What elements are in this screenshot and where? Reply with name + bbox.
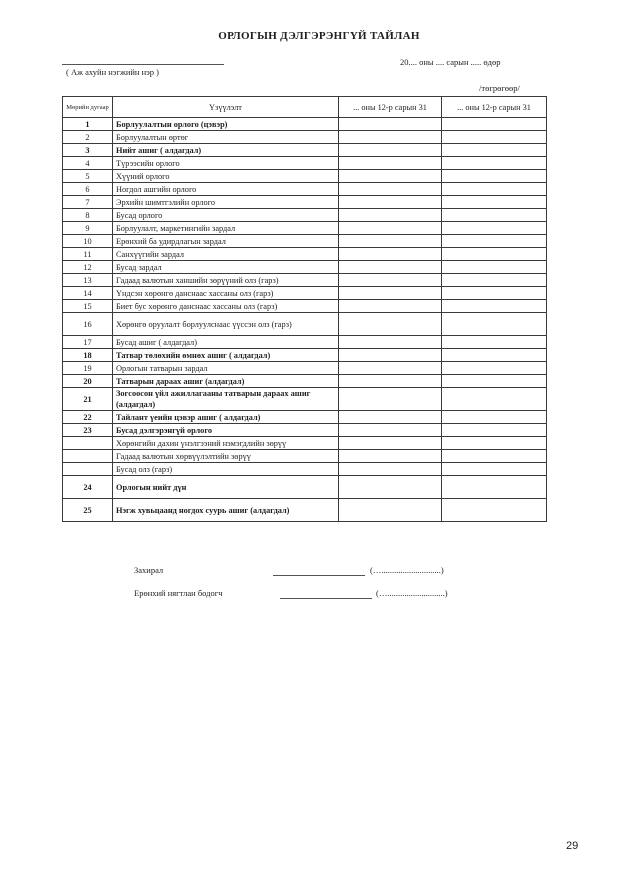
header-indicator: Үзүүлэлт <box>113 97 339 118</box>
value-cell-period-2[interactable] <box>442 349 547 362</box>
row-indicator: Ногдол ашгийн орлого <box>113 183 339 196</box>
table-row <box>63 183 547 196</box>
report-title: ОРЛОГЫН ДЭЛГЭРЭНГҮЙ ТАЙЛАН <box>218 30 420 42</box>
value-cell-period-2[interactable] <box>442 196 547 209</box>
table-row <box>63 300 547 313</box>
table-row <box>63 287 547 300</box>
table-row <box>63 248 547 261</box>
value-cell-period-2[interactable] <box>442 450 547 463</box>
row-number: 14 <box>63 287 113 300</box>
header-period-2: ... оны 12-р сарын 31 <box>442 97 547 118</box>
value-cell-period-1[interactable] <box>339 170 442 183</box>
row-indicator: Гадаад валютын ханшийн зөрүүний олз (гарз) <box>113 274 339 287</box>
row-number: 16 <box>63 313 113 336</box>
value-cell-period-1[interactable] <box>339 144 442 157</box>
row-number: 6 <box>63 183 113 196</box>
value-cell-period-2[interactable] <box>442 476 547 499</box>
row-number <box>63 463 113 476</box>
value-cell-period-1[interactable] <box>339 499 442 522</box>
value-cell-period-2[interactable] <box>442 131 547 144</box>
table-row <box>63 170 547 183</box>
value-cell-period-1[interactable] <box>339 424 442 437</box>
director-signature-line <box>273 575 365 576</box>
org-name-label: ( Аж ахуйн нэгжийн нэр ) <box>66 67 159 77</box>
row-indicator: Хүүний орлого <box>113 170 339 183</box>
row-number: 7 <box>63 196 113 209</box>
value-cell-period-2[interactable] <box>442 437 547 450</box>
value-cell-period-1[interactable] <box>339 463 442 476</box>
value-cell-period-2[interactable] <box>442 300 547 313</box>
value-cell-period-1[interactable] <box>339 476 442 499</box>
table-row <box>63 388 547 411</box>
row-number: 18 <box>63 349 113 362</box>
row-number <box>63 437 113 450</box>
value-cell-period-1[interactable] <box>339 157 442 170</box>
row-indicator: Борлуулалтын өртөг <box>113 131 339 144</box>
row-number: 17 <box>63 336 113 349</box>
chief-accountant-name-placeholder: (…...........................) <box>376 588 448 598</box>
row-number: 12 <box>63 261 113 274</box>
row-number: 19 <box>63 362 113 375</box>
value-cell-period-2[interactable] <box>442 235 547 248</box>
value-cell-period-1[interactable] <box>339 131 442 144</box>
org-name-line <box>62 64 224 65</box>
row-indicator: Бусад ашиг ( алдагдал) <box>113 336 339 349</box>
row-number: 22 <box>63 411 113 424</box>
table-row <box>63 196 547 209</box>
value-cell-period-2[interactable] <box>442 424 547 437</box>
row-indicator: Нэгж хувьцаанд ногдох суурь ашиг (алдагдал) <box>113 499 339 522</box>
table-header-row <box>63 97 547 118</box>
row-number: 8 <box>63 209 113 222</box>
value-cell-period-1[interactable] <box>339 183 442 196</box>
row-indicator: Эрхийн шимтгэлийн орлого <box>113 196 339 209</box>
value-cell-period-1[interactable] <box>339 209 442 222</box>
table-row <box>63 131 547 144</box>
row-number: 23 <box>63 424 113 437</box>
header-period-1: ... оны 12-р сарын 31 <box>339 97 442 118</box>
page-number: 29 <box>566 840 579 852</box>
value-cell-period-1[interactable] <box>339 235 442 248</box>
chief-accountant-signature-line <box>280 598 372 599</box>
value-cell-period-1[interactable] <box>339 388 442 411</box>
row-indicator: Санхүүгийн зардал <box>113 248 339 261</box>
row-indicator: Татвар төлөхийн өмнөх ашиг ( алдагдал) <box>113 349 339 362</box>
table-row <box>63 437 547 450</box>
row-indicator: Бусад олз (гарз) <box>113 463 339 476</box>
value-cell-period-2[interactable] <box>442 274 547 287</box>
director-label: Захирал <box>134 565 164 575</box>
value-cell-period-1[interactable] <box>339 375 442 388</box>
row-indicator: Тайлант үеийн цэвэр ашиг ( алдагдал) <box>113 411 339 424</box>
table-row <box>63 424 547 437</box>
value-cell-period-1[interactable] <box>339 274 442 287</box>
table-row <box>63 362 547 375</box>
row-number: 1 <box>63 118 113 131</box>
value-cell-period-1[interactable] <box>339 300 442 313</box>
director-name-placeholder: (…............................) <box>370 565 444 575</box>
row-number: 5 <box>63 170 113 183</box>
value-cell-period-2[interactable] <box>442 248 547 261</box>
table-row <box>63 349 547 362</box>
value-cell-period-1[interactable] <box>339 222 442 235</box>
value-cell-period-2[interactable] <box>442 144 547 157</box>
value-cell-period-2[interactable] <box>442 157 547 170</box>
table-row <box>63 261 547 274</box>
table-row <box>63 375 547 388</box>
table-row <box>63 274 547 287</box>
value-cell-period-2[interactable] <box>442 183 547 196</box>
value-cell-period-2[interactable] <box>442 209 547 222</box>
value-cell-period-1[interactable] <box>339 196 442 209</box>
table-row <box>63 209 547 222</box>
row-indicator: Бусад зардал <box>113 261 339 274</box>
row-number: 15 <box>63 300 113 313</box>
row-indicator: Ерөнхий ба удирдлагын зардал <box>113 235 339 248</box>
row-number: 4 <box>63 157 113 170</box>
value-cell-period-2[interactable] <box>442 499 547 522</box>
value-cell-period-1[interactable] <box>339 362 442 375</box>
table-row <box>63 222 547 235</box>
value-cell-period-2[interactable] <box>442 261 547 274</box>
table-row <box>63 499 547 522</box>
table-row <box>63 235 547 248</box>
row-number: 10 <box>63 235 113 248</box>
value-cell-period-1[interactable] <box>339 411 442 424</box>
value-cell-period-2[interactable] <box>442 287 547 300</box>
row-indicator: Гадаад валютын хөрвүүлэлтийн зөрүү <box>113 450 339 463</box>
row-indicator: Борлуулалтын орлого (цэвэр) <box>113 118 339 131</box>
row-number: 9 <box>63 222 113 235</box>
row-indicator: Бусад дэлгэрэнгүй орлого <box>113 424 339 437</box>
table-row <box>63 144 547 157</box>
value-cell-period-2[interactable] <box>442 170 547 183</box>
row-number: 21 <box>63 388 113 411</box>
table-row <box>63 313 547 336</box>
table-row <box>63 476 547 499</box>
table-row <box>63 450 547 463</box>
value-cell-period-2[interactable] <box>442 313 547 336</box>
value-cell-period-1[interactable] <box>339 313 442 336</box>
row-number: 11 <box>63 248 113 261</box>
row-indicator: Орлогын татварын зардал <box>113 362 339 375</box>
row-indicator: Хөрөнгийн дахин үнэлгээний нэмэгдлийн зөрүү <box>113 437 339 450</box>
table-row <box>63 118 547 131</box>
row-indicator: Нийт ашиг ( алдагдал) <box>113 144 339 157</box>
value-cell-period-2[interactable] <box>442 463 547 476</box>
row-number <box>63 450 113 463</box>
row-number: 13 <box>63 274 113 287</box>
row-indicator: Зогсоосон үйл ажиллагааны татварын дараах ашиг (алдагдал) <box>113 388 339 411</box>
value-cell-period-2[interactable] <box>442 222 547 235</box>
row-indicator: Бусад орлого <box>113 209 339 222</box>
table-row <box>63 157 547 170</box>
value-cell-period-2[interactable] <box>442 336 547 349</box>
row-indicator: Биет бус хөрөнгө данснаас хассаны олз (гарз) <box>113 300 339 313</box>
row-number: 24 <box>63 476 113 499</box>
value-cell-period-1[interactable] <box>339 336 442 349</box>
row-indicator: Борлуулалт, маркетингийн зардал <box>113 222 339 235</box>
row-indicator: Үндсэн хөрөнгө данснаас хассаны олз (гарз) <box>113 287 339 300</box>
table-body <box>63 118 547 522</box>
table-row <box>63 411 547 424</box>
row-indicator: Орлогын нийт дүн <box>113 476 339 499</box>
value-cell-period-1[interactable] <box>339 349 442 362</box>
value-cell-period-1[interactable] <box>339 450 442 463</box>
row-number: 25 <box>63 499 113 522</box>
value-cell-period-2[interactable] <box>442 375 547 388</box>
value-cell-period-1[interactable] <box>339 261 442 274</box>
report-date: 20.... оны .... сарын ..... өдөр <box>400 57 501 67</box>
row-number: 2 <box>63 131 113 144</box>
chief-accountant-label: Ерөнхий нягтлан бодогч <box>134 588 223 598</box>
row-number: 3 <box>63 144 113 157</box>
value-cell-period-2[interactable] <box>442 118 547 131</box>
header-row-number: Мөрийн дугаар <box>63 97 113 118</box>
value-cell-period-2[interactable] <box>442 411 547 424</box>
income-statement-table <box>62 96 547 522</box>
row-indicator: Хөрөнгө оруулалт борлуулснаас үүссэн олз (гарз) <box>113 313 339 336</box>
row-indicator: Татварын дараах ашиг (алдагдал) <box>113 375 339 388</box>
table-row <box>63 336 547 349</box>
row-number: 20 <box>63 375 113 388</box>
currency-unit: /төгрөгөөр/ <box>479 83 520 93</box>
value-cell-period-2[interactable] <box>442 388 547 411</box>
value-cell-period-1[interactable] <box>339 437 442 450</box>
value-cell-period-2[interactable] <box>442 362 547 375</box>
row-indicator: Түрээсийн орлого <box>113 157 339 170</box>
value-cell-period-1[interactable] <box>339 118 442 131</box>
table-row <box>63 463 547 476</box>
value-cell-period-1[interactable] <box>339 248 442 261</box>
value-cell-period-1[interactable] <box>339 287 442 300</box>
